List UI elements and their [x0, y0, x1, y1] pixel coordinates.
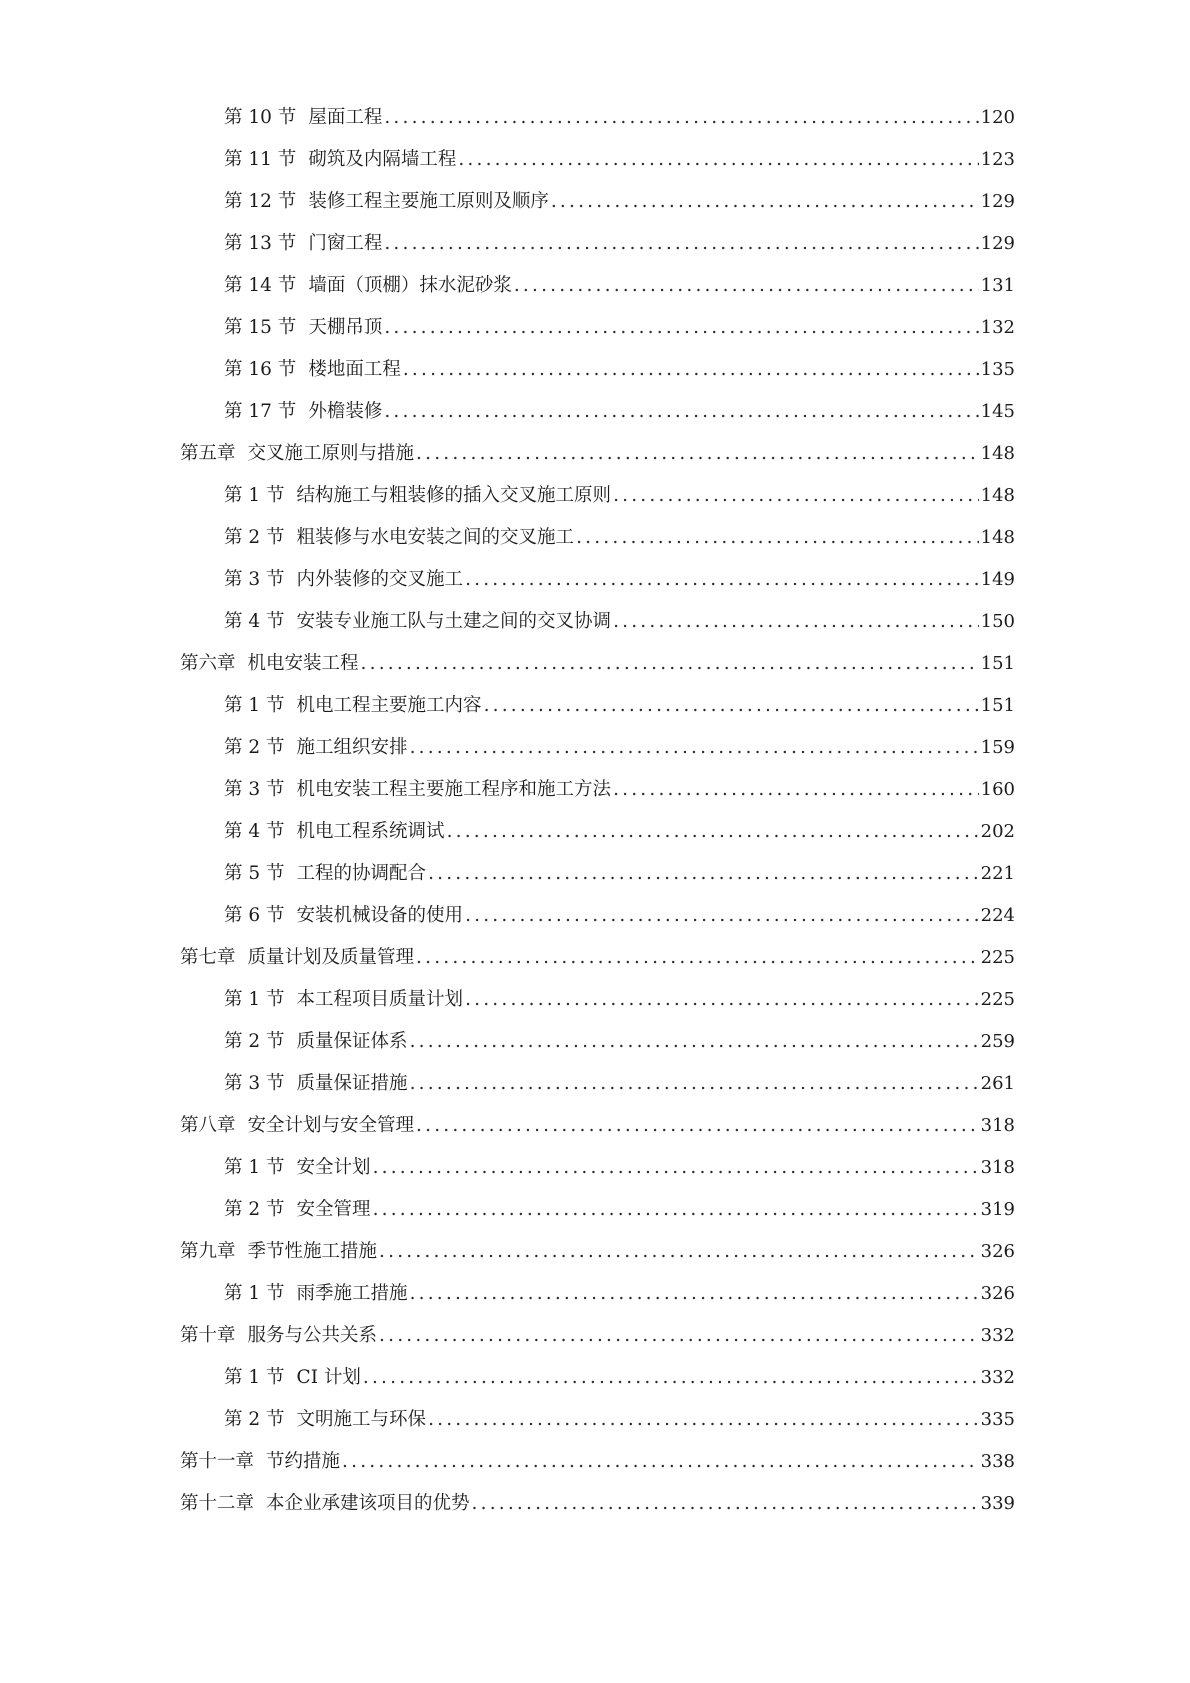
entry-page-number: 225	[980, 989, 1015, 1010]
toc-section-entry[interactable]	[180, 1189, 1015, 1231]
entry-page-number: 259	[980, 1031, 1015, 1052]
entry-title: 机电工程系统调试	[296, 821, 445, 842]
dot-leader	[576, 517, 979, 559]
entry-page-number: 148	[980, 527, 1015, 548]
dot-leader	[342, 1441, 979, 1483]
entry-number: 第 2 节	[224, 737, 285, 758]
entry-title: 安全计划	[296, 1157, 371, 1178]
entry-page-number: 160	[980, 779, 1015, 800]
toc-section-entry[interactable]	[180, 475, 1015, 517]
entry-page-number: 150	[980, 611, 1015, 632]
entry-title: 安装专业施工队与土建之间的交叉协调	[296, 611, 612, 632]
entry-title: 门窗工程	[308, 233, 383, 254]
toc-section-entry[interactable]	[180, 1147, 1015, 1189]
entry-title: 质量计划及质量管理	[247, 947, 415, 968]
entry-title: 工程的协调配合	[296, 863, 427, 884]
entry-page-number: 221	[980, 863, 1015, 884]
dot-leader	[373, 1147, 979, 1189]
entry-page-number: 326	[980, 1283, 1015, 1304]
entry-number: 第十一章	[180, 1451, 255, 1472]
toc-section-entry[interactable]	[180, 265, 1015, 307]
entry-number: 第 15 节	[224, 317, 297, 338]
toc-chapter-entry[interactable]	[180, 433, 1015, 475]
entry-page-number: 224	[980, 905, 1015, 926]
entry-page-number: 326	[980, 1241, 1015, 1262]
entry-number: 第 2 节	[224, 1031, 285, 1052]
entry-page-number: 338	[980, 1451, 1015, 1472]
entry-number: 第 2 节	[224, 527, 285, 548]
toc-chapter-entry[interactable]	[180, 1105, 1015, 1147]
dot-leader	[447, 811, 979, 853]
entry-number: 第 2 节	[224, 1199, 285, 1220]
toc-section-entry[interactable]	[180, 349, 1015, 391]
toc-section-entry[interactable]	[180, 307, 1015, 349]
entry-title: 砌筑及内隔墙工程	[308, 149, 457, 170]
dot-leader	[613, 475, 979, 517]
entry-page-number: 151	[980, 653, 1015, 674]
entry-number: 第七章	[180, 947, 236, 968]
toc-section-entry[interactable]	[180, 97, 1015, 139]
entry-number: 第 3 节	[224, 569, 285, 590]
toc-chapter-entry[interactable]	[180, 1483, 1015, 1525]
dot-leader	[465, 979, 979, 1021]
toc-section-entry[interactable]	[180, 811, 1015, 853]
toc-section-entry[interactable]	[180, 727, 1015, 769]
entry-number: 第十二章	[180, 1493, 255, 1514]
entry-number: 第 10 节	[224, 107, 297, 128]
toc-section-entry[interactable]	[180, 139, 1015, 181]
entry-number: 第 16 节	[224, 359, 297, 380]
entry-number: 第 4 节	[224, 821, 285, 842]
entry-title: 本企业承建该项目的优势	[266, 1493, 470, 1514]
dot-leader	[428, 1399, 979, 1441]
entry-title: 外檐装修	[308, 401, 383, 422]
entry-number: 第 1 节	[224, 485, 285, 506]
entry-title: 本工程项目质量计划	[296, 989, 464, 1010]
dot-leader	[384, 97, 978, 139]
entry-page-number: 202	[980, 821, 1015, 842]
entry-page-number: 131	[980, 275, 1015, 296]
entry-page-number: 318	[980, 1157, 1015, 1178]
dot-leader	[410, 1273, 979, 1315]
entry-number: 第 3 节	[224, 1073, 285, 1094]
entry-title: 屋面工程	[308, 107, 383, 128]
toc-section-entry[interactable]	[180, 1273, 1015, 1315]
toc-section-entry[interactable]	[180, 1021, 1015, 1063]
dot-leader	[465, 895, 979, 937]
dot-leader	[384, 307, 978, 349]
entry-page-number: 129	[980, 191, 1015, 212]
entry-title: 安装机械设备的使用	[296, 905, 464, 926]
toc-section-entry[interactable]	[180, 979, 1015, 1021]
entry-number: 第 1 节	[224, 989, 285, 1010]
entry-title: 机电工程主要施工内容	[296, 695, 482, 716]
entry-title: 质量保证措施	[296, 1073, 408, 1094]
entry-number: 第 12 节	[224, 191, 297, 212]
dot-leader	[410, 727, 979, 769]
entry-page-number: 318	[980, 1115, 1015, 1136]
entry-number: 第 14 节	[224, 275, 297, 296]
toc-chapter-entry[interactable]	[180, 1441, 1015, 1483]
entry-title: 安全计划与安全管理	[247, 1115, 415, 1136]
entry-title: 施工组织安排	[296, 737, 408, 758]
entry-title: 内外装修的交叉施工	[296, 569, 464, 590]
entry-title: 楼地面工程	[308, 359, 401, 380]
entry-page-number: 149	[980, 569, 1015, 590]
toc-section-entry[interactable]	[180, 391, 1015, 433]
toc-chapter-entry[interactable]	[180, 643, 1015, 685]
entry-page-number: 135	[980, 359, 1015, 380]
entry-page-number: 151	[980, 695, 1015, 716]
entry-number: 第 1 节	[224, 1367, 285, 1388]
dot-leader	[361, 643, 979, 685]
toc-section-entry[interactable]	[180, 895, 1015, 937]
entry-title: 天棚吊顶	[308, 317, 383, 338]
entry-number: 第 17 节	[224, 401, 297, 422]
entry-page-number: 148	[980, 443, 1015, 464]
dot-leader	[472, 1483, 979, 1525]
entry-page-number: 335	[980, 1409, 1015, 1430]
entry-title: 服务与公共关系	[247, 1325, 378, 1346]
entry-number: 第 1 节	[224, 1157, 285, 1178]
entry-title: 雨季施工措施	[296, 1283, 408, 1304]
entry-title: CI 计划	[296, 1367, 361, 1388]
entry-page-number: 339	[980, 1493, 1015, 1514]
toc-section-entry[interactable]	[180, 685, 1015, 727]
entry-title: 文明施工与环保	[296, 1409, 427, 1430]
entry-title: 装修工程主要施工原则及顺序	[308, 191, 549, 212]
entry-number: 第 11 节	[224, 149, 297, 170]
entry-page-number: 145	[980, 401, 1015, 422]
dot-leader	[379, 1231, 979, 1273]
entry-title: 质量保证体系	[296, 1031, 408, 1052]
dot-leader	[484, 685, 979, 727]
entry-title: 粗装修与水电安装之间的交叉施工	[296, 527, 575, 548]
dot-leader	[384, 391, 978, 433]
entry-number: 第六章	[180, 653, 236, 674]
entry-number: 第 6 节	[224, 905, 285, 926]
entry-page-number: 225	[980, 947, 1015, 968]
entry-page-number: 148	[980, 485, 1015, 506]
dot-leader	[428, 853, 979, 895]
entry-number: 第 3 节	[224, 779, 285, 800]
entry-number: 第 2 节	[224, 1409, 285, 1430]
toc-section-entry[interactable]	[180, 517, 1015, 559]
entry-page-number: 159	[980, 737, 1015, 758]
entry-number: 第 5 节	[224, 863, 285, 884]
toc-section-entry[interactable]	[180, 769, 1015, 811]
dot-leader	[410, 1063, 979, 1105]
dot-leader	[384, 223, 978, 265]
toc-chapter-entry[interactable]	[180, 937, 1015, 979]
toc-chapter-entry[interactable]	[180, 1231, 1015, 1273]
dot-leader	[363, 1357, 979, 1399]
dot-leader	[410, 1021, 979, 1063]
toc-section-entry[interactable]	[180, 559, 1015, 601]
entry-number: 第 4 节	[224, 611, 285, 632]
entry-number: 第八章	[180, 1115, 236, 1136]
entry-title: 结构施工与粗装修的插入交叉施工原则	[296, 485, 612, 506]
entry-title: 季节性施工措施	[247, 1241, 378, 1262]
entry-number: 第十章	[180, 1325, 236, 1346]
entry-page-number: 332	[980, 1325, 1015, 1346]
entry-page-number: 319	[980, 1199, 1015, 1220]
toc-section-entry[interactable]	[180, 1357, 1015, 1399]
toc-section-entry[interactable]	[180, 181, 1015, 223]
dot-leader	[613, 601, 979, 643]
entry-number: 第 1 节	[224, 695, 285, 716]
entry-page-number: 261	[980, 1073, 1015, 1094]
entry-title: 节约措施	[266, 1451, 341, 1472]
toc-section-entry[interactable]	[180, 1063, 1015, 1105]
entry-title: 墙面（顶棚）抹水泥砂浆	[308, 275, 512, 296]
dot-leader	[514, 265, 979, 307]
toc-section-entry[interactable]	[180, 1399, 1015, 1441]
entry-title: 安全管理	[296, 1199, 371, 1220]
dot-leader	[403, 349, 979, 391]
entry-title: 交叉施工原则与措施	[247, 443, 415, 464]
table-of-contents	[180, 97, 1015, 1525]
dot-leader	[465, 559, 979, 601]
dot-leader	[379, 1315, 979, 1357]
entry-page-number: 129	[980, 233, 1015, 254]
dot-leader	[416, 1105, 979, 1147]
dot-leader	[416, 937, 979, 979]
entry-number: 第 13 节	[224, 233, 297, 254]
entry-number: 第九章	[180, 1241, 236, 1262]
entry-number: 第五章	[180, 443, 236, 464]
entry-page-number: 132	[980, 317, 1015, 338]
entry-page-number: 123	[980, 149, 1015, 170]
entry-page-number: 332	[980, 1367, 1015, 1388]
entry-page-number: 120	[980, 107, 1015, 128]
toc-section-entry[interactable]	[180, 223, 1015, 265]
entry-title: 机电安装工程主要施工程序和施工方法	[296, 779, 612, 800]
toc-section-entry[interactable]	[180, 601, 1015, 643]
dot-leader	[458, 139, 978, 181]
toc-section-entry[interactable]	[180, 853, 1015, 895]
dot-leader	[416, 433, 979, 475]
dot-leader	[613, 769, 979, 811]
toc-chapter-entry[interactable]	[180, 1315, 1015, 1357]
dot-leader	[551, 181, 979, 223]
dot-leader	[373, 1189, 979, 1231]
entry-title: 机电安装工程	[247, 653, 359, 674]
entry-number: 第 1 节	[224, 1283, 285, 1304]
